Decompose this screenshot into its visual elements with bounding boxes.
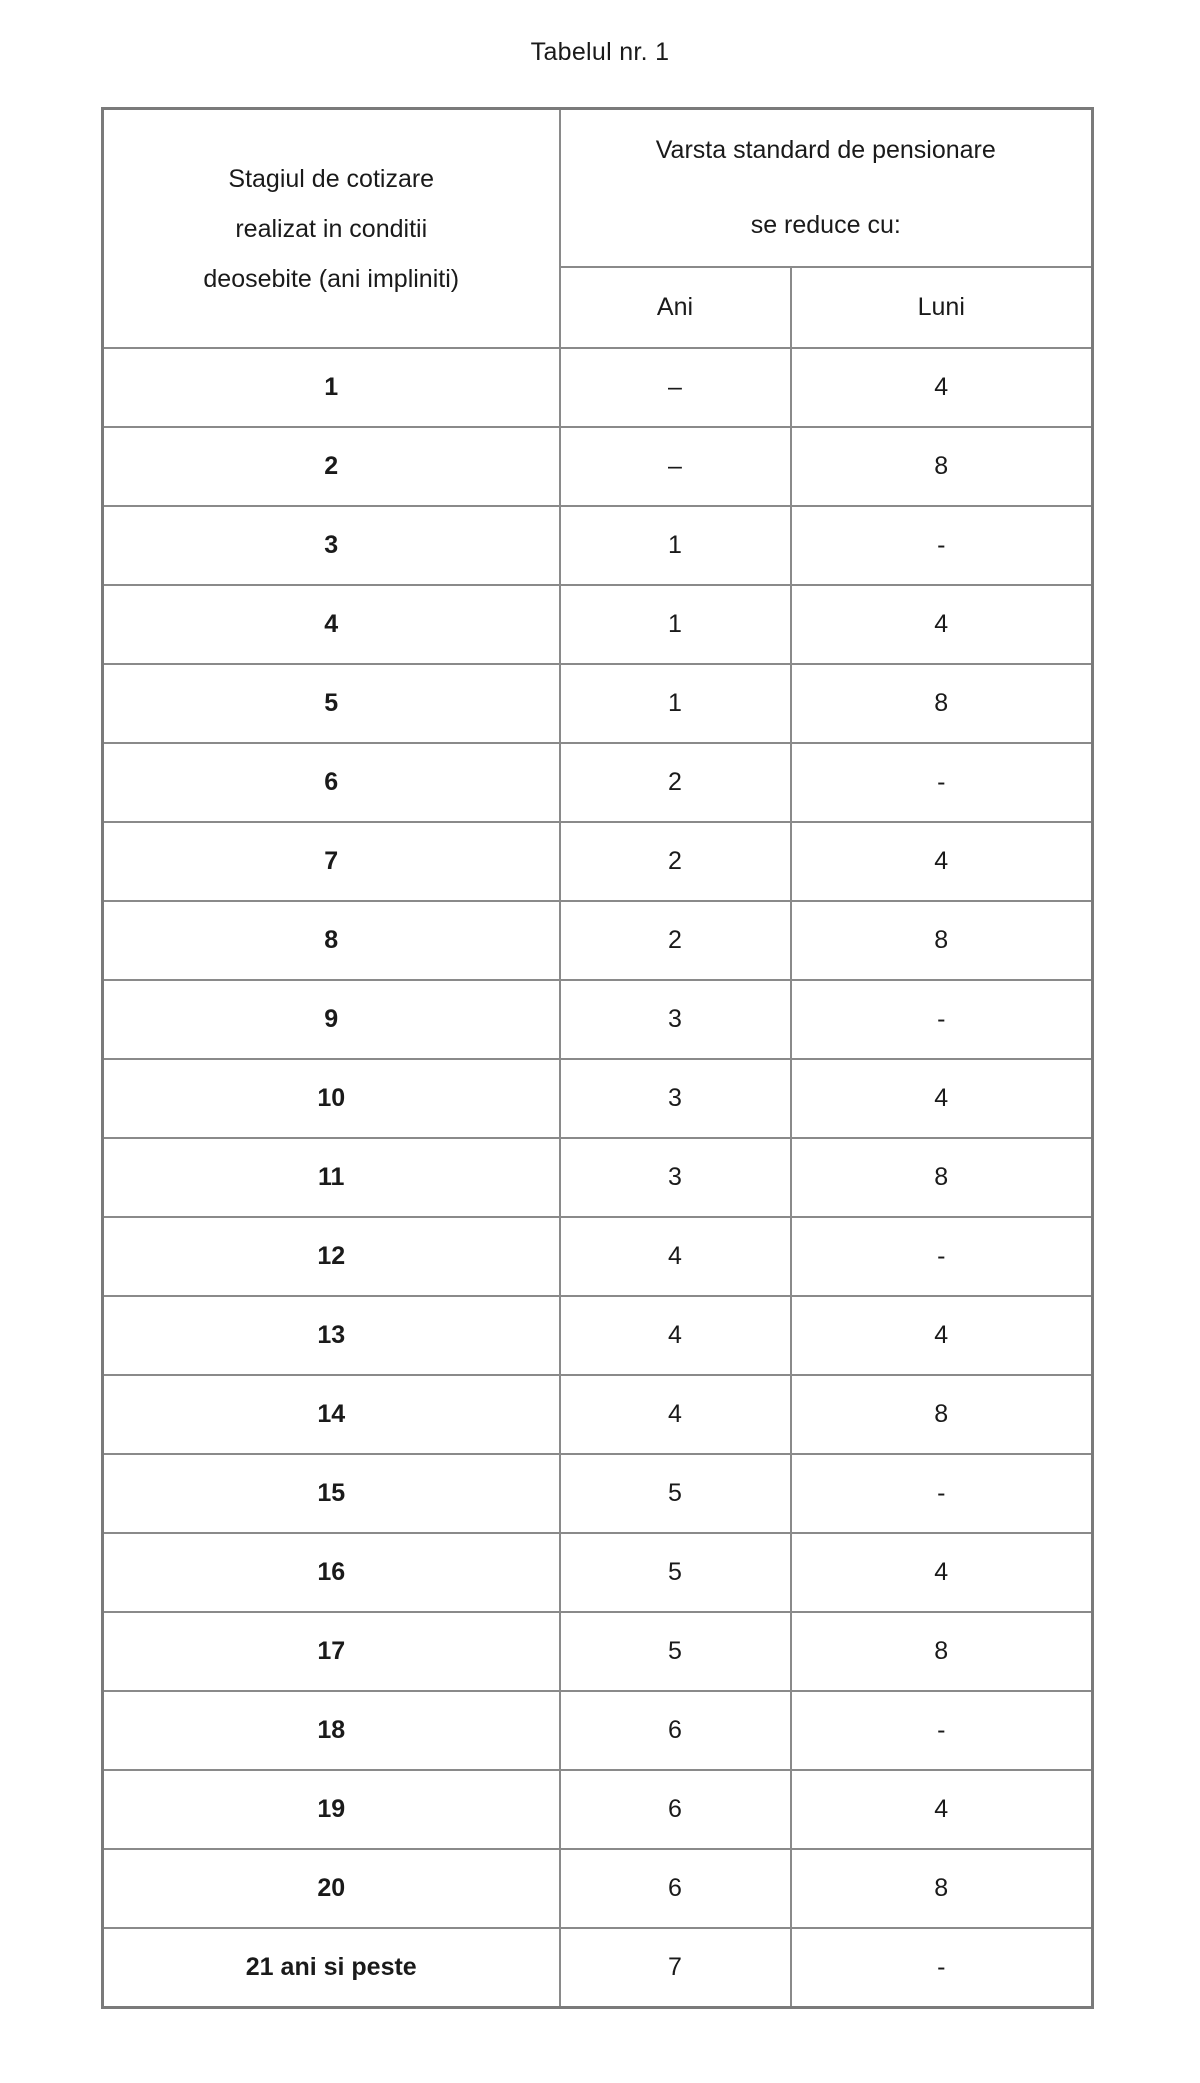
table-caption: Tabelul nr. 1	[530, 38, 670, 66]
stagiu-cell: 21 ani si peste	[103, 1928, 560, 2008]
luni-cell: -	[791, 1928, 1093, 2008]
pension-reduction-table	[101, 107, 1094, 2009]
ani-cell: –	[560, 348, 791, 427]
table-row	[103, 1454, 1093, 1533]
luni-cell: -	[791, 1691, 1093, 1770]
luni-cell: 8	[791, 1849, 1093, 1928]
ani-cell: 1	[560, 506, 791, 585]
stagiu-cell: 11	[103, 1138, 560, 1217]
stagiu-cell: 3	[103, 506, 560, 585]
ani-cell: –	[560, 427, 791, 506]
stagiu-cell: 13	[103, 1296, 560, 1375]
stagiu-cell: 20	[103, 1849, 560, 1928]
ani-cell: 6	[560, 1691, 791, 1770]
table-row	[103, 1375, 1093, 1454]
header-stagiu-cell	[103, 109, 560, 349]
stagiu-cell: 16	[103, 1533, 560, 1612]
header-varsta-label: Varsta standard de pensionare se reduce cu:	[560, 109, 1093, 267]
stagiu-cell: 1	[103, 348, 560, 427]
table-row	[103, 1612, 1093, 1691]
luni-cell: 8	[791, 901, 1093, 980]
table-row	[103, 980, 1093, 1059]
stagiu-cell: 15	[103, 1454, 560, 1533]
header-ani-label: Ani	[560, 267, 791, 348]
stagiu-cell: 10	[103, 1059, 560, 1138]
stagiu-cell: 17	[103, 1612, 560, 1691]
ani-cell: 3	[560, 1138, 791, 1217]
luni-cell: 4	[791, 1059, 1093, 1138]
ani-cell: 4	[560, 1375, 791, 1454]
ani-cell: 5	[560, 1533, 791, 1612]
table-row	[103, 1296, 1093, 1375]
ani-cell: 7	[560, 1928, 791, 2008]
stagiu-cell: 8	[103, 901, 560, 980]
table-row	[103, 1059, 1093, 1138]
ani-cell: 2	[560, 901, 791, 980]
stagiu-cell: 7	[103, 822, 560, 901]
table-header	[103, 109, 1093, 349]
stagiu-cell: 2	[103, 427, 560, 506]
table-row	[103, 427, 1093, 506]
luni-cell: -	[791, 1454, 1093, 1533]
table-row	[103, 822, 1093, 901]
stagiu-cell: 18	[103, 1691, 560, 1770]
stagiu-cell: 6	[103, 743, 560, 822]
table-row	[103, 585, 1093, 664]
table-row	[103, 1691, 1093, 1770]
luni-cell: -	[791, 743, 1093, 822]
table-row	[103, 743, 1093, 822]
table-row	[103, 664, 1093, 743]
table-body	[103, 348, 1093, 2008]
ani-cell: 6	[560, 1770, 791, 1849]
ani-cell: 4	[560, 1217, 791, 1296]
table-row	[103, 901, 1093, 980]
table-row	[103, 1138, 1093, 1217]
luni-cell: 4	[791, 585, 1093, 664]
header-luni-label: Luni	[791, 267, 1093, 348]
ani-cell: 4	[560, 1296, 791, 1375]
table-row	[103, 1217, 1093, 1296]
luni-cell: 8	[791, 1138, 1093, 1217]
ani-cell: 3	[560, 1059, 791, 1138]
table-row	[103, 1928, 1093, 2008]
luni-cell: 8	[791, 1375, 1093, 1454]
luni-cell: 4	[791, 1533, 1093, 1612]
luni-cell: 8	[791, 427, 1093, 506]
ani-cell: 1	[560, 664, 791, 743]
ani-cell: 5	[560, 1612, 791, 1691]
luni-cell: 8	[791, 664, 1093, 743]
luni-cell: 8	[791, 1612, 1093, 1691]
stagiu-cell: 5	[103, 664, 560, 743]
ani-cell: 6	[560, 1849, 791, 1928]
stagiu-cell: 9	[103, 980, 560, 1059]
stagiu-cell: 19	[103, 1770, 560, 1849]
luni-cell: 4	[791, 348, 1093, 427]
ani-cell: 2	[560, 743, 791, 822]
luni-cell: -	[791, 506, 1093, 585]
ani-cell: 1	[560, 585, 791, 664]
stagiu-cell: 12	[103, 1217, 560, 1296]
table-row	[103, 1770, 1093, 1849]
table-row	[103, 506, 1093, 585]
stagiu-cell: 4	[103, 585, 560, 664]
luni-cell: -	[791, 980, 1093, 1059]
table-row	[103, 348, 1093, 427]
header-stagiu-label: Stagiul de cotizare realizat in conditii deosebite (ani impliniti)	[203, 164, 460, 293]
ani-cell: 3	[560, 980, 791, 1059]
ani-cell: 2	[560, 822, 791, 901]
stagiu-cell: 14	[103, 1375, 560, 1454]
table-row	[103, 1533, 1093, 1612]
luni-cell: 4	[791, 1770, 1093, 1849]
ani-cell: 5	[560, 1454, 791, 1533]
table-row	[103, 1849, 1093, 1928]
luni-cell: -	[791, 1217, 1093, 1296]
luni-cell: 4	[791, 1296, 1093, 1375]
luni-cell: 4	[791, 822, 1093, 901]
